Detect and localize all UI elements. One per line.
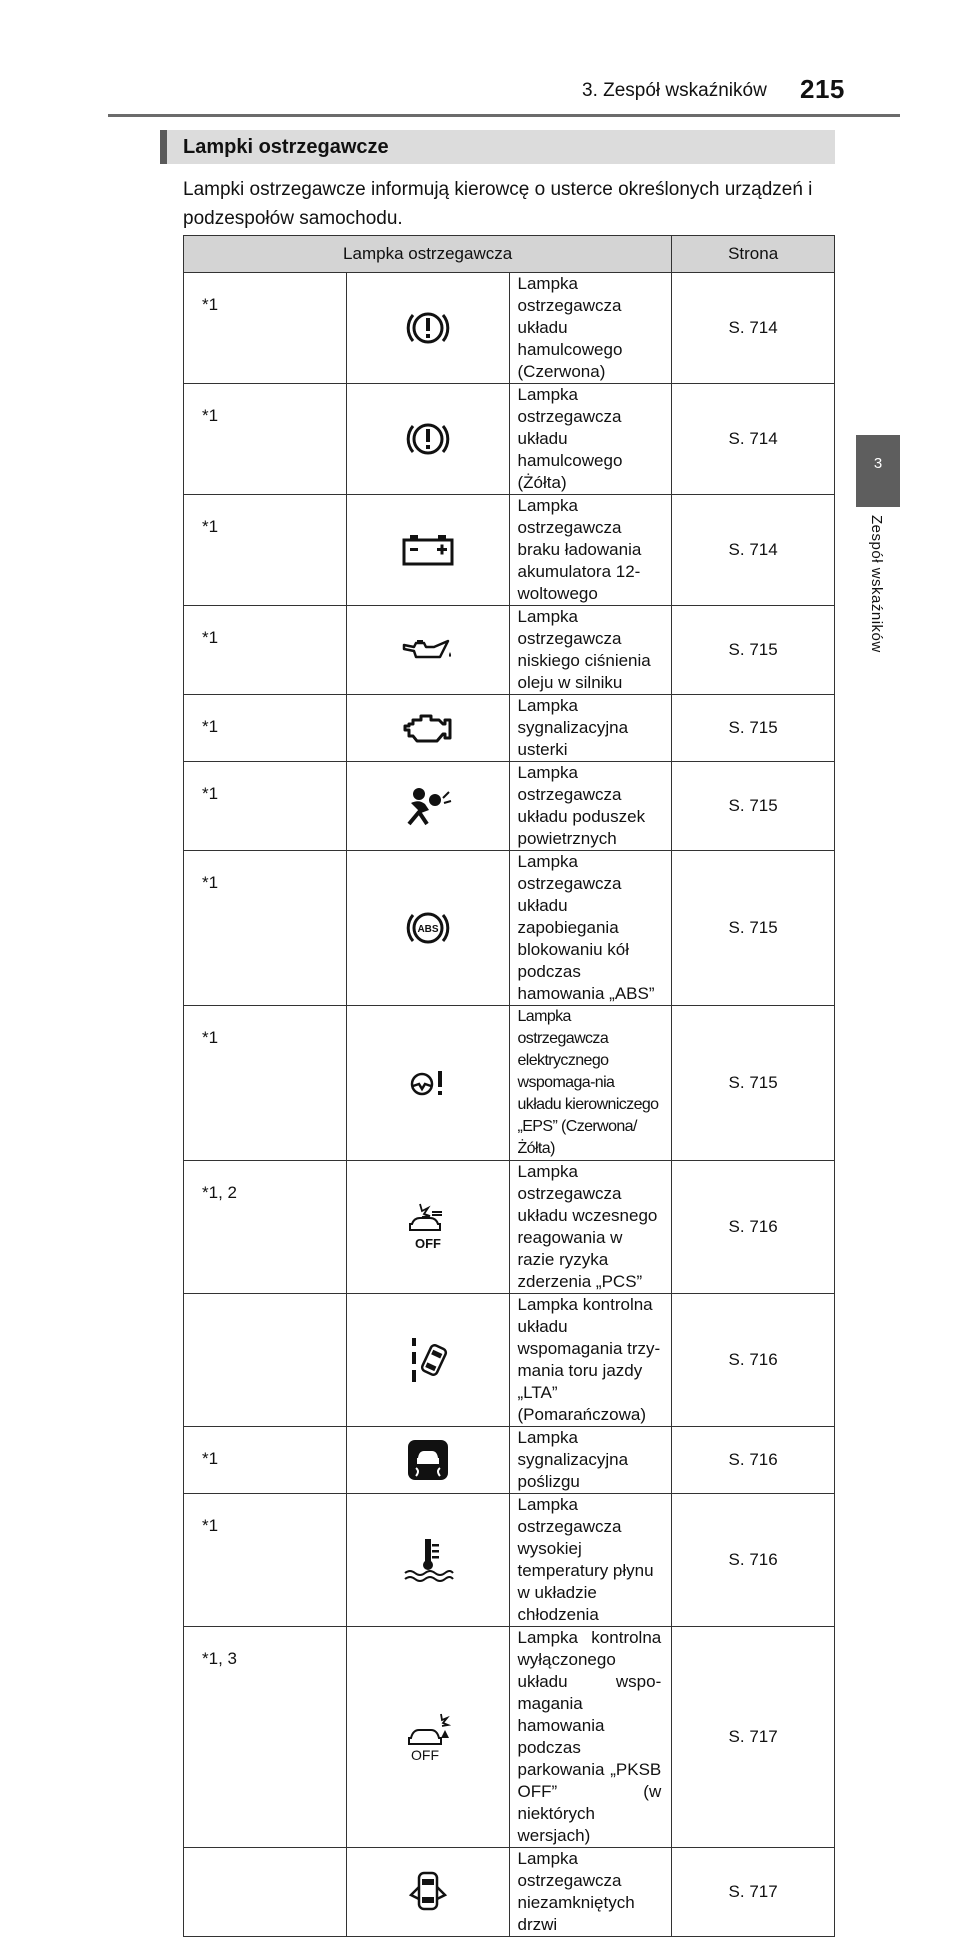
row-note: *1, 3: [184, 1627, 347, 1848]
airbag-icon: [403, 786, 453, 826]
row-note: *1: [184, 1494, 347, 1627]
row-page-ref: S. 716: [672, 1427, 835, 1494]
row-description: Lampka ostrzegawcza układu wczesnego reagowania w razie ryzyka zderzenia „PCS”: [509, 1161, 672, 1294]
row-icon-cell: [346, 762, 509, 851]
row-page-ref: S. 716: [672, 1161, 835, 1294]
chapter-title: 3. Zespół wskaźników: [582, 80, 767, 101]
row-icon-cell: [346, 1494, 509, 1627]
row-note: *1: [184, 1427, 347, 1494]
row-page-ref: S. 715: [672, 851, 835, 1006]
row-icon-cell: [346, 851, 509, 1006]
header-rule: [108, 114, 900, 117]
row-description: Lampka ostrzegawcza układu hamulcowego (Żółta): [509, 384, 672, 495]
header-lamp: Lampka ostrzegawcza: [184, 236, 672, 273]
chapter-tab-label: Zespół wskaźników: [868, 515, 885, 653]
oil-can-icon: [400, 635, 456, 665]
header-page: Strona: [672, 236, 835, 273]
chapter-tab-number: 3: [873, 455, 883, 472]
row-icon-cell: [346, 1006, 509, 1161]
row-description: Lampka sygnalizacyjna usterki: [509, 695, 672, 762]
table-row: [184, 1848, 835, 1937]
steering-warning-icon: [404, 1066, 452, 1100]
row-icon-cell: [346, 1427, 509, 1494]
row-icon-cell: [346, 1161, 509, 1294]
row-note: [184, 1848, 347, 1937]
brake-warning-icon: [405, 308, 451, 348]
battery-icon: [401, 533, 455, 567]
row-page-ref: S. 717: [672, 1627, 835, 1848]
row-note: *1: [184, 851, 347, 1006]
row-description: Lampka sygnalizacyjna poślizgu: [509, 1427, 672, 1494]
lane-trace-icon: [408, 1336, 448, 1384]
row-description: Lampka kontrolna układu wspomagania trzy-mania toru jazdy „LTA” (Pomarańczowa): [509, 1294, 672, 1427]
row-page-ref: S. 715: [672, 606, 835, 695]
row-note: *1: [184, 762, 347, 851]
table-row: [184, 762, 835, 851]
row-note: [184, 1294, 347, 1427]
row-note: *1: [184, 384, 347, 495]
table-header-row: [184, 236, 835, 273]
table-row: [184, 695, 835, 762]
row-description: Lampka ostrzegawcza elektrycznego wspomaga-nia układu kierowniczego „EPS” (Czerwona/Żółta): [509, 1006, 672, 1161]
row-description: Lampka ostrzegawcza wysokiej temperatury płynu w układzie chłodzenia: [509, 1494, 672, 1627]
row-description: Lampka ostrzegawcza układu zapobiegania blokowaniu kół podczas hamowania „ABS”: [509, 851, 672, 1006]
row-icon-cell: [346, 606, 509, 695]
table-row: [184, 1627, 835, 1848]
door-open-icon: [405, 1869, 451, 1915]
row-page-ref: S. 715: [672, 762, 835, 851]
pksb-off-icon: [405, 1712, 451, 1762]
engine-icon: [401, 710, 455, 746]
table-row: [184, 384, 835, 495]
row-description: Lampka ostrzegawcza układu hamulcowego (Czerwona): [509, 273, 672, 384]
intro-paragraph: Lampki ostrzegawcze informują kierowcę o usterce określonych urządzeń i podzespołów samochodu.: [183, 179, 813, 229]
row-page-ref: S. 715: [672, 695, 835, 762]
row-icon-cell: [346, 384, 509, 495]
row-description: Lampka ostrzegawcza niskiego ciśnienia oleju w silniku: [509, 606, 672, 695]
row-page-ref: S. 717: [672, 1848, 835, 1937]
table-row: [184, 1161, 835, 1294]
row-description: Lampka ostrzegawcza niezamkniętych drzwi: [509, 1848, 672, 1937]
table-row: [184, 495, 835, 606]
table-row: [184, 1427, 835, 1494]
row-icon-cell: [346, 273, 509, 384]
row-description: Lampka kontrolna wyłączonego układu wspo-magania hamowania podczas parkowania „PKSB OFF” (w niektórych wersjach): [509, 1627, 672, 1848]
row-note: *1: [184, 273, 347, 384]
coolant-temp-icon: [401, 1537, 455, 1583]
table-row: [184, 606, 835, 695]
row-description: Lampka ostrzegawcza braku ładowania akumulatora 12-woltowego: [509, 495, 672, 606]
row-icon-cell: [346, 1627, 509, 1848]
pcs-icon-label: OFF: [414, 1236, 441, 1251]
page-number: 215: [800, 74, 845, 104]
abs-icon: [404, 908, 452, 948]
row-page-ref: S. 716: [672, 1294, 835, 1427]
row-note: *1, 2: [184, 1161, 347, 1294]
row-page-ref: S. 715: [672, 1006, 835, 1161]
row-page-ref: S. 714: [672, 273, 835, 384]
table-row: [184, 851, 835, 1006]
row-description: Lampka ostrzegawcza układu poduszek powietrznych: [509, 762, 672, 851]
row-note: *1: [184, 1006, 347, 1161]
section-title: Lampki ostrzegawcze: [183, 136, 389, 158]
row-page-ref: S. 716: [672, 1494, 835, 1627]
table-row: [184, 1006, 835, 1161]
table-row: [184, 1494, 835, 1627]
skid-icon: [406, 1438, 450, 1482]
brake-warning-icon: [405, 419, 451, 459]
abs-icon-label: ABS: [417, 924, 439, 935]
table-row: [184, 1294, 835, 1427]
row-page-ref: S. 714: [672, 384, 835, 495]
pcs-off-icon: [406, 1202, 450, 1252]
row-icon-cell: [346, 1294, 509, 1427]
row-note: *1: [184, 606, 347, 695]
pksb-icon-label: OFF: [410, 1747, 439, 1762]
warning-lamps-table: [183, 235, 835, 1937]
row-page-ref: S. 714: [672, 495, 835, 606]
row-note: *1: [184, 695, 347, 762]
row-icon-cell: [346, 1848, 509, 1937]
table-row: [184, 273, 835, 384]
row-icon-cell: [346, 495, 509, 606]
row-note: *1: [184, 495, 347, 606]
row-icon-cell: [346, 695, 509, 762]
